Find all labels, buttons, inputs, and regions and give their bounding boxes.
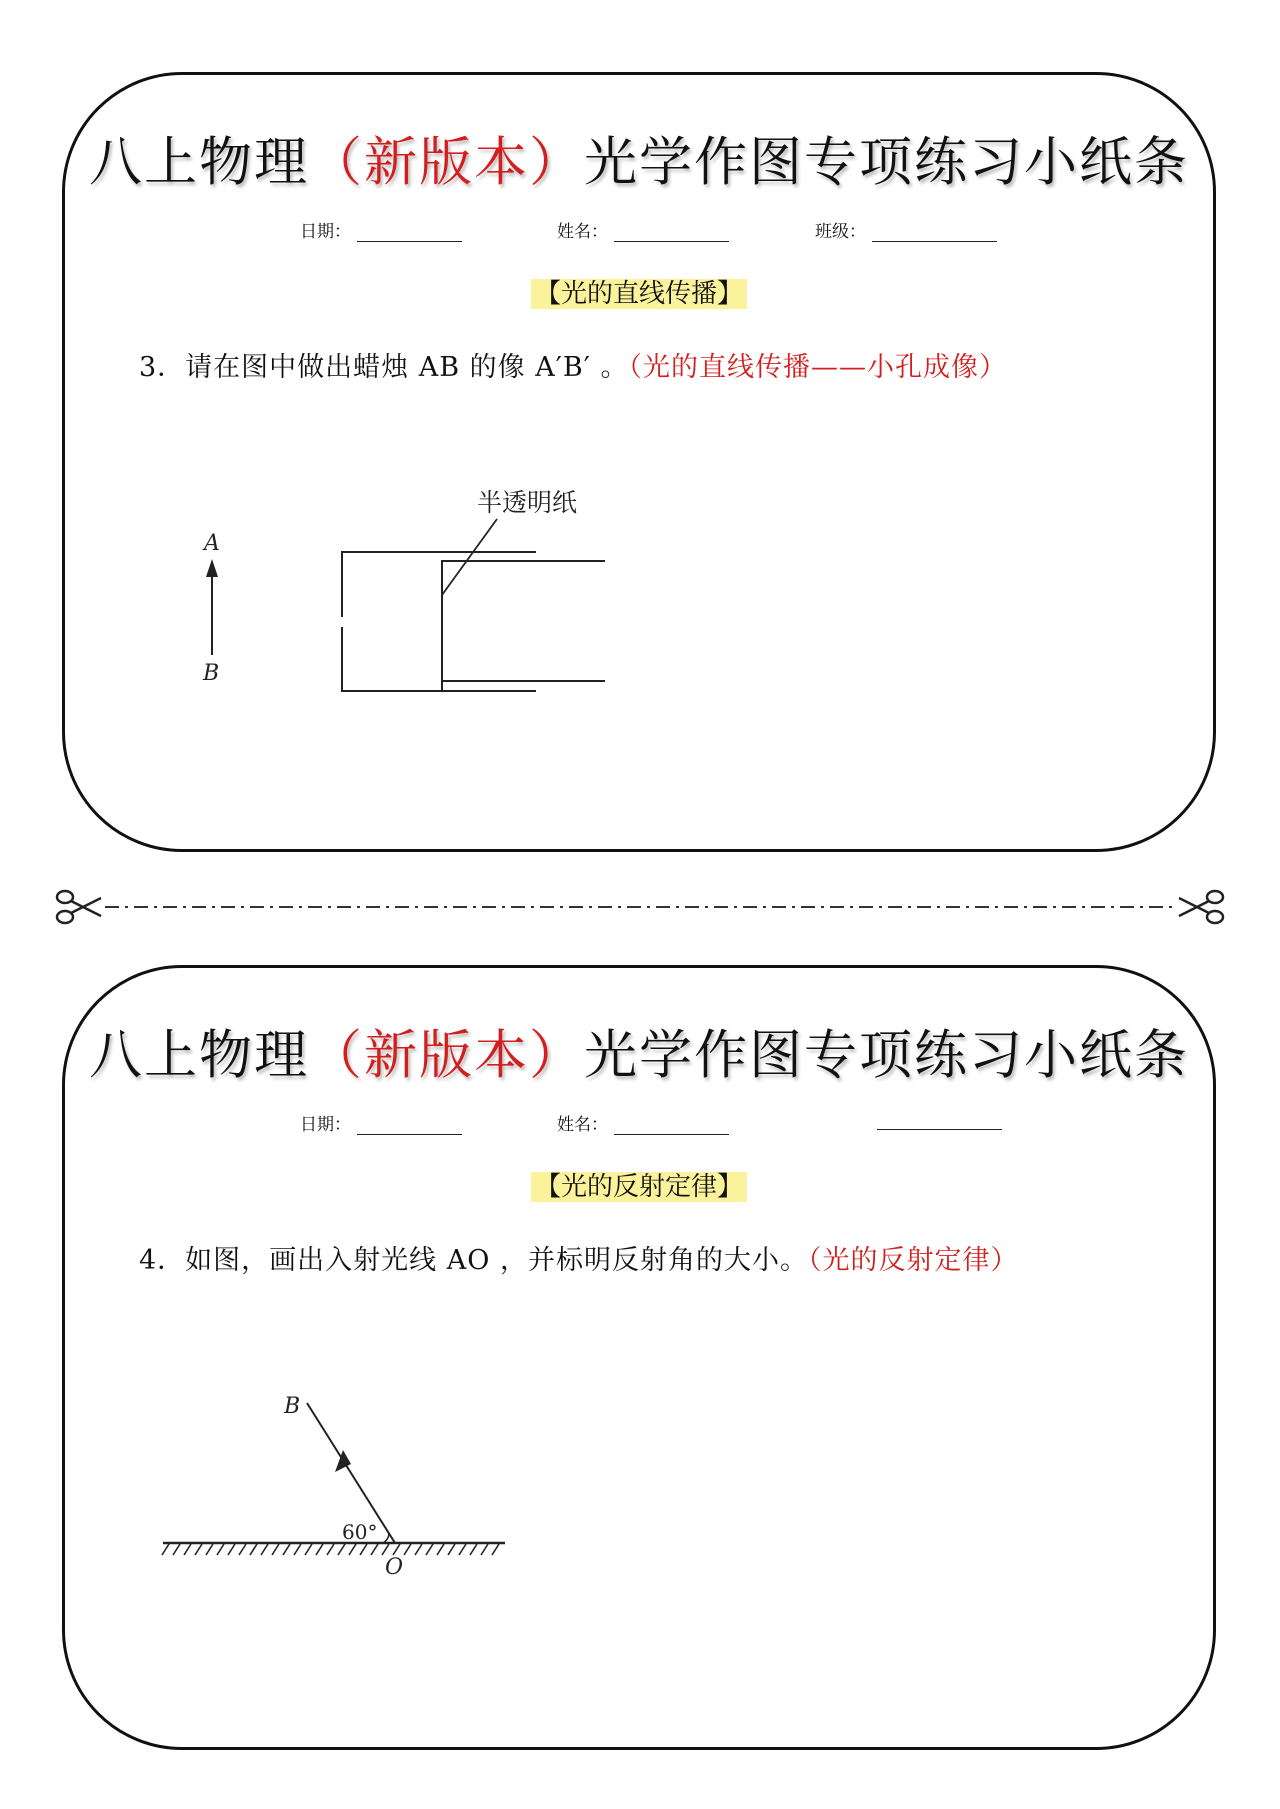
leader-line (442, 519, 497, 595)
scissors-icon (1179, 891, 1223, 923)
hatch-mark (162, 1544, 169, 1555)
hatch-mark (360, 1544, 367, 1555)
hatch-mark (327, 1544, 334, 1555)
hatch-mark (195, 1544, 202, 1555)
label-b: B (203, 661, 220, 686)
hatch-mark (305, 1544, 312, 1555)
worksheet-card-1 (62, 72, 1216, 852)
class-field[interactable] (815, 217, 997, 242)
card-title (65, 120, 1213, 196)
question-3 (139, 345, 1007, 384)
label-a: A (204, 531, 220, 556)
name-field[interactable] (557, 1110, 729, 1135)
cut-line (0, 868, 1280, 938)
hatch-mark (184, 1544, 191, 1555)
hatch-mark (338, 1544, 345, 1555)
hatch-mark (415, 1544, 422, 1555)
class-label: 班级： (815, 222, 866, 242)
class-blank[interactable] (877, 1111, 1002, 1130)
date-label: 日期： (300, 222, 351, 242)
title-main: 八上物理 (89, 1025, 309, 1086)
angle-arc (383, 1533, 389, 1543)
arrow-head-icon (206, 559, 218, 577)
class-blank[interactable] (872, 223, 997, 242)
class-field[interactable] (815, 1110, 1002, 1130)
hatch-mark (404, 1544, 411, 1555)
card-title (65, 1013, 1213, 1089)
title-subject: 光学作图专项练习小纸条 (584, 1025, 1189, 1086)
date-field[interactable] (300, 217, 462, 242)
hatch-mark (426, 1544, 433, 1555)
name-field[interactable] (557, 217, 729, 242)
hatch-mark (448, 1544, 455, 1555)
hatch-mark (316, 1544, 323, 1555)
section-heading (65, 273, 1213, 310)
date-blank[interactable] (357, 1116, 462, 1135)
hatch-mark (173, 1544, 180, 1555)
hatch-mark (272, 1544, 279, 1555)
date-blank[interactable] (357, 223, 462, 242)
name-blank[interactable] (614, 1116, 729, 1135)
angle-label: 60° (342, 1520, 378, 1544)
title-main: 八上物理 (89, 132, 309, 193)
paper-label: 半透明纸 (477, 488, 578, 517)
hatch-mark (239, 1544, 246, 1555)
hatch-mark (437, 1544, 444, 1555)
question-text: 3．请在图中做出蜡烛 AB 的像 A′B′ 。 (139, 352, 629, 383)
section-heading (65, 1166, 1213, 1203)
hatch-mark (283, 1544, 290, 1555)
hatch-mark (294, 1544, 301, 1555)
worksheet-card-2 (62, 965, 1216, 1750)
hatch-mark (459, 1544, 466, 1555)
question-text: 4．如图，画出入射光线 AO ，并标明反射角的大小。 (139, 1245, 808, 1276)
name-blank[interactable] (614, 223, 729, 242)
hatch-mark (382, 1544, 389, 1555)
hatch-mark (217, 1544, 224, 1555)
label-o: O (385, 1555, 404, 1580)
date-label: 日期： (300, 1115, 351, 1135)
hatch-mark (393, 1544, 400, 1555)
title-version: （新版本） (309, 1025, 584, 1086)
title-subject: 光学作图专项练习小纸条 (584, 132, 1189, 193)
inner-box (442, 561, 605, 691)
date-field[interactable] (300, 1110, 462, 1135)
hatch-mark (250, 1544, 257, 1555)
section-label: 【光的直线传播】 (531, 279, 747, 309)
hatch-mark (261, 1544, 268, 1555)
question-4 (139, 1238, 1018, 1277)
scissors-icon (57, 891, 101, 923)
pinhole-camera-figure (125, 455, 625, 785)
question-hint: （光的反射定律） (807, 1245, 1019, 1276)
section-label: 【光的反射定律】 (531, 1172, 747, 1202)
hatch-mark (349, 1544, 356, 1555)
mirror-hatching (162, 1544, 499, 1555)
title-version: （新版本） (309, 132, 584, 193)
hatch-mark (228, 1544, 235, 1555)
label-b: B (284, 1394, 301, 1419)
hatch-mark (371, 1544, 378, 1555)
reflection-figure (145, 1368, 525, 1598)
hatch-mark (470, 1544, 477, 1555)
name-label: 姓名： (557, 1115, 608, 1135)
hatch-mark (492, 1544, 499, 1555)
hatch-mark (481, 1544, 488, 1555)
hatch-mark (206, 1544, 213, 1555)
question-hint: （光的直线传播——小孔成像） (628, 352, 1007, 383)
name-label: 姓名： (557, 222, 608, 242)
